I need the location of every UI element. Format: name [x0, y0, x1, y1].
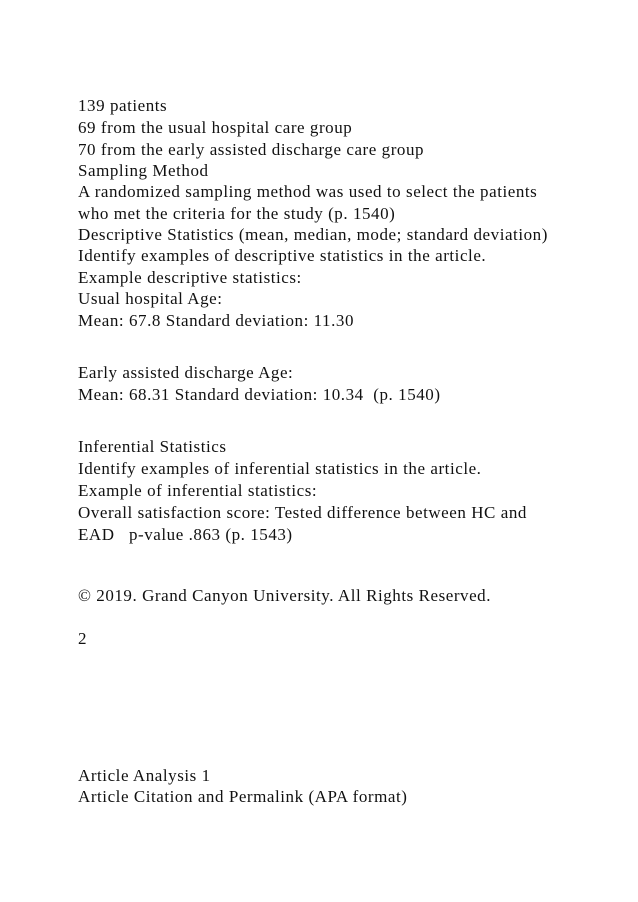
- text-line: who met the criteria for the study (p. 1540): [78, 204, 396, 223]
- text-line: Identify examples of descriptive statistics in the article.: [78, 246, 487, 265]
- text-line: Mean: 67.8 Standard deviation: 11.30: [78, 311, 355, 330]
- text-line: Overall satisfaction score: Tested difference between HC and: [78, 503, 527, 522]
- text-line: A randomized sampling method was used to select the patients: [78, 182, 538, 201]
- section-heading: Sampling Method: [78, 161, 209, 180]
- section-heading: Inferential Statistics: [78, 437, 227, 456]
- text-line: 69 from the usual hospital care group: [78, 118, 353, 137]
- page-number: 2: [78, 629, 88, 648]
- text-line: 139 patients: [78, 96, 168, 115]
- text-line: EAD p-value .863 (p. 1543): [78, 525, 293, 544]
- section-heading: Article Analysis 1: [78, 766, 211, 785]
- copyright-notice: © 2019. Grand Canyon University. All Rights Reserved.: [78, 586, 492, 605]
- text-line: Mean: 68.31 Standard deviation: 10.34 (p. 1540): [78, 385, 441, 404]
- text-line: Example of inferential statistics:: [78, 481, 318, 500]
- text-line: Early assisted discharge Age:: [78, 363, 294, 382]
- text-line: Identify examples of inferential statistics in the article.: [78, 459, 482, 478]
- section-heading: Descriptive Statistics (mean, median, mode; standard deviation): [78, 225, 548, 244]
- text-line: Article Citation and Permalink (APA format): [78, 787, 408, 806]
- text-line: 70 from the early assisted discharge care group: [78, 140, 425, 159]
- text-line: Usual hospital Age:: [78, 289, 223, 308]
- text-line: Example descriptive statistics:: [78, 268, 302, 287]
